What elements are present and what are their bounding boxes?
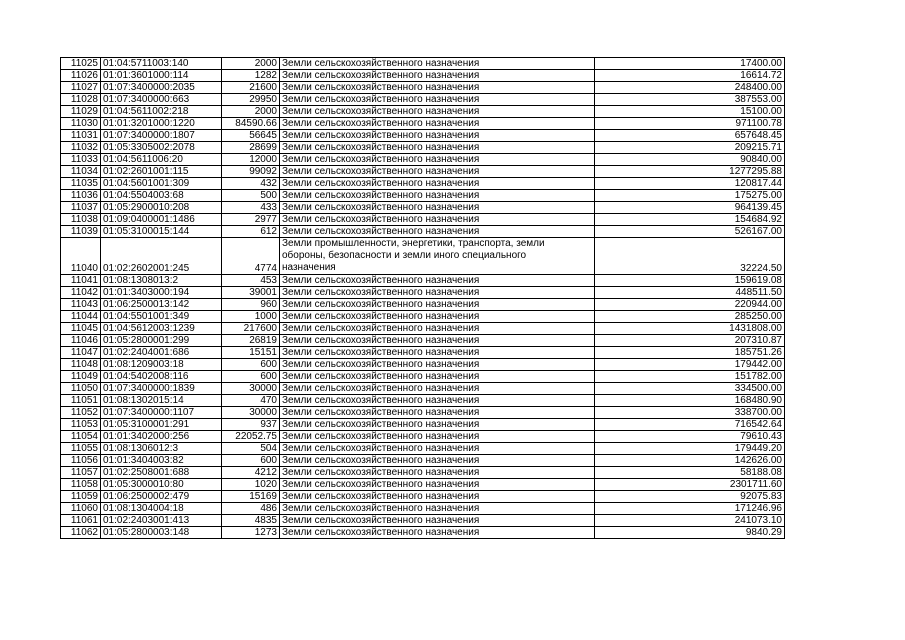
cadastral-number-cell: 01:08:1308013:2	[101, 275, 222, 287]
area-cell: 39001	[222, 287, 280, 299]
area-cell: 1020	[222, 479, 280, 491]
area-cell: 960	[222, 299, 280, 311]
row-number-cell: 11033	[61, 154, 101, 166]
table-row	[61, 238, 785, 275]
cadastral-value-cell: 154684.92	[595, 214, 785, 226]
cadastral-value-cell: 387553.00	[595, 94, 785, 106]
table-row	[61, 371, 785, 383]
cadastral-number-cell: 01:05:3305002:2078	[101, 142, 222, 154]
cadastral-number-cell: 01:05:2900010:208	[101, 202, 222, 214]
table-row	[61, 455, 785, 467]
area-cell: 4835	[222, 515, 280, 527]
area-cell: 84590.66	[222, 118, 280, 130]
land-category-cell: Земли сельскохозяйственного назначения	[280, 395, 595, 407]
cadastral-value-cell: 207310.87	[595, 335, 785, 347]
table-row	[61, 395, 785, 407]
table-row	[61, 154, 785, 166]
cadastral-number-cell: 01:02:2404001:686	[101, 347, 222, 359]
table-row	[61, 431, 785, 443]
row-number-cell: 11030	[61, 118, 101, 130]
row-number-cell: 11025	[61, 58, 101, 70]
land-category-cell: Земли сельскохозяйственного назначения	[280, 455, 595, 467]
cadastral-value-cell: 179449.20	[595, 443, 785, 455]
cadastral-value-cell: 142626.00	[595, 455, 785, 467]
row-number-cell: 11044	[61, 311, 101, 323]
table-row	[61, 70, 785, 82]
cadastral-value-cell: 526167.00	[595, 226, 785, 238]
area-cell: 453	[222, 275, 280, 287]
area-cell: 56645	[222, 130, 280, 142]
cadastral-number-cell: 01:07:3400000:1839	[101, 383, 222, 395]
row-number-cell: 11051	[61, 395, 101, 407]
cadastral-number-cell: 01:04:5711003:140	[101, 58, 222, 70]
table-row	[61, 287, 785, 299]
area-cell: 600	[222, 371, 280, 383]
cadastral-number-cell: 01:01:3404003:82	[101, 455, 222, 467]
cadastral-number-cell: 01:07:3400000:1107	[101, 407, 222, 419]
land-category-cell: Земли сельскохозяйственного назначения	[280, 419, 595, 431]
table-row	[61, 202, 785, 214]
cadastral-value-cell: 2301711.60	[595, 479, 785, 491]
land-category-cell: Земли сельскохозяйственного назначения	[280, 287, 595, 299]
row-number-cell: 11034	[61, 166, 101, 178]
land-category-cell: Земли сельскохозяйственного назначения	[280, 335, 595, 347]
cadastral-value-cell: 448511.50	[595, 287, 785, 299]
row-number-cell: 11036	[61, 190, 101, 202]
cadastral-value-cell: 17400.00	[595, 58, 785, 70]
row-number-cell: 11055	[61, 443, 101, 455]
table-row	[61, 166, 785, 178]
row-number-cell: 11043	[61, 299, 101, 311]
land-category-cell: Земли сельскохозяйственного назначения	[280, 82, 595, 94]
cadastral-value-cell: 338700.00	[595, 407, 785, 419]
land-category-cell: Земли сельскохозяйственного назначения	[280, 503, 595, 515]
table-row	[61, 178, 785, 190]
area-cell: 12000	[222, 154, 280, 166]
cadastral-value-cell: 1277295.88	[595, 166, 785, 178]
land-category-cell: Земли сельскохозяйственного назначения	[280, 142, 595, 154]
cadastral-value-cell: 175275.00	[595, 190, 785, 202]
table-row	[61, 419, 785, 431]
area-cell: 2977	[222, 214, 280, 226]
row-number-cell: 11048	[61, 359, 101, 371]
cadastral-number-cell: 01:04:5402008:116	[101, 371, 222, 383]
area-cell: 29950	[222, 94, 280, 106]
area-cell: 433	[222, 202, 280, 214]
table-row	[61, 527, 785, 539]
cadastral-number-cell: 01:02:2403001:413	[101, 515, 222, 527]
land-category-cell: Земли сельскохозяйственного назначения	[280, 178, 595, 190]
row-number-cell: 11031	[61, 130, 101, 142]
cadastral-number-cell: 01:01:3403000:194	[101, 287, 222, 299]
area-cell: 21600	[222, 82, 280, 94]
table-row	[61, 491, 785, 503]
table-row	[61, 130, 785, 142]
cadastral-value-cell: 92075.83	[595, 491, 785, 503]
table-row	[61, 226, 785, 238]
row-number-cell: 11032	[61, 142, 101, 154]
cadastral-number-cell: 01:05:3100001:291	[101, 419, 222, 431]
table-row	[61, 299, 785, 311]
land-category-cell: Земли сельскохозяйственного назначения	[280, 202, 595, 214]
cadastral-value-cell: 971100.78	[595, 118, 785, 130]
table-row	[61, 443, 785, 455]
land-category-cell: Земли сельскохозяйственного назначения	[280, 94, 595, 106]
land-category-cell: Земли сельскохозяйственного назначения	[280, 106, 595, 118]
cadastral-number-cell: 01:05:3000010:80	[101, 479, 222, 491]
table-row	[61, 335, 785, 347]
land-parcels-table	[60, 57, 785, 539]
row-number-cell: 11050	[61, 383, 101, 395]
row-number-cell: 11060	[61, 503, 101, 515]
cadastral-number-cell: 01:06:2500002:479	[101, 491, 222, 503]
land-category-cell: Земли сельскохозяйственного назначения	[280, 479, 595, 491]
land-category-cell: Земли сельскохозяйственного назначения	[280, 154, 595, 166]
cadastral-number-cell: 01:08:1306012:3	[101, 443, 222, 455]
row-number-cell: 11059	[61, 491, 101, 503]
land-category-cell: Земли сельскохозяйственного назначения	[280, 311, 595, 323]
row-number-cell: 11039	[61, 226, 101, 238]
area-cell: 99092	[222, 166, 280, 178]
cadastral-number-cell: 01:07:3400000:1807	[101, 130, 222, 142]
area-cell: 432	[222, 178, 280, 190]
row-number-cell: 11057	[61, 467, 101, 479]
row-number-cell: 11052	[61, 407, 101, 419]
row-number-cell: 11026	[61, 70, 101, 82]
row-number-cell: 11027	[61, 82, 101, 94]
cadastral-number-cell: 01:02:2602001:245	[101, 238, 222, 275]
row-number-cell: 11058	[61, 479, 101, 491]
cadastral-value-cell: 15100.00	[595, 106, 785, 118]
table-row	[61, 503, 785, 515]
land-category-cell: Земли сельскохозяйственного назначения	[280, 431, 595, 443]
cadastral-value-cell: 1431808.00	[595, 323, 785, 335]
land-category-cell: Земли сельскохозяйственного назначения	[280, 347, 595, 359]
land-category-cell: Земли сельскохозяйственного назначения	[280, 299, 595, 311]
cadastral-value-cell: 171246.96	[595, 503, 785, 515]
row-number-cell: 11062	[61, 527, 101, 539]
land-category-cell: Земли сельскохозяйственного назначения	[280, 190, 595, 202]
land-category-cell: Земли сельскохозяйственного назначения	[280, 527, 595, 539]
cadastral-number-cell: 01:05:2800001:299	[101, 335, 222, 347]
row-number-cell: 11042	[61, 287, 101, 299]
land-category-cell: Земли промышленности, энергетики, транспорта, земли обороны, безопасности и земли иного специального назначения	[280, 238, 595, 275]
table-row	[61, 479, 785, 491]
cadastral-number-cell: 01:04:5601001:309	[101, 178, 222, 190]
cadastral-number-cell: 01:08:1304004:18	[101, 503, 222, 515]
area-cell: 2000	[222, 106, 280, 118]
land-category-cell: Земли сельскохозяйственного назначения	[280, 407, 595, 419]
row-number-cell: 11035	[61, 178, 101, 190]
cadastral-value-cell: 716542.64	[595, 419, 785, 431]
row-number-cell: 11053	[61, 419, 101, 431]
cadastral-value-cell: 185751.26	[595, 347, 785, 359]
land-category-cell: Земли сельскохозяйственного назначения	[280, 371, 595, 383]
table-row	[61, 106, 785, 118]
row-number-cell: 11029	[61, 106, 101, 118]
land-category-cell: Земли сельскохозяйственного назначения	[280, 491, 595, 503]
area-cell: 1273	[222, 527, 280, 539]
land-category-cell: Земли сельскохозяйственного назначения	[280, 226, 595, 238]
cadastral-value-cell: 79610.43	[595, 431, 785, 443]
cadastral-value-cell: 248400.00	[595, 82, 785, 94]
cadastral-number-cell: 01:01:3201000:1220	[101, 118, 222, 130]
cadastral-number-cell: 01:06:2500013:142	[101, 299, 222, 311]
area-cell: 486	[222, 503, 280, 515]
area-cell: 612	[222, 226, 280, 238]
area-cell: 600	[222, 359, 280, 371]
area-cell: 15169	[222, 491, 280, 503]
cadastral-value-cell: 90840.00	[595, 154, 785, 166]
cadastral-value-cell: 16614.72	[595, 70, 785, 82]
area-cell: 217600	[222, 323, 280, 335]
land-category-cell: Земли сельскохозяйственного назначения	[280, 467, 595, 479]
area-cell: 504	[222, 443, 280, 455]
cadastral-number-cell: 01:04:5612003:1239	[101, 323, 222, 335]
table-row	[61, 347, 785, 359]
cadastral-number-cell: 01:01:3601000:114	[101, 70, 222, 82]
area-cell: 30000	[222, 383, 280, 395]
cadastral-value-cell: 9840.29	[595, 527, 785, 539]
land-category-cell: Земли сельскохозяйственного назначения	[280, 443, 595, 455]
cadastral-value-cell: 159619.08	[595, 275, 785, 287]
land-category-cell: Земли сельскохозяйственного назначения	[280, 383, 595, 395]
area-cell: 500	[222, 190, 280, 202]
area-cell: 28699	[222, 142, 280, 154]
land-category-cell: Земли сельскохозяйственного назначения	[280, 275, 595, 287]
table-row	[61, 118, 785, 130]
cadastral-number-cell: 01:04:5501001:349	[101, 311, 222, 323]
cadastral-value-cell: 209215.71	[595, 142, 785, 154]
table-row	[61, 515, 785, 527]
land-category-cell: Земли сельскохозяйственного назначения	[280, 359, 595, 371]
cadastral-value-cell: 120817.44	[595, 178, 785, 190]
cadastral-number-cell: 01:05:3100015:144	[101, 226, 222, 238]
area-cell: 2000	[222, 58, 280, 70]
cadastral-number-cell: 01:02:2601001:115	[101, 166, 222, 178]
land-category-cell: Земли сельскохозяйственного назначения	[280, 70, 595, 82]
cadastral-value-cell: 58188.08	[595, 467, 785, 479]
table-row	[61, 58, 785, 70]
cadastral-number-cell: 01:07:3400000:663	[101, 94, 222, 106]
cadastral-number-cell: 01:04:5504003:68	[101, 190, 222, 202]
area-cell: 1282	[222, 70, 280, 82]
area-cell: 937	[222, 419, 280, 431]
row-number-cell: 11061	[61, 515, 101, 527]
area-cell: 30000	[222, 407, 280, 419]
cadastral-number-cell: 01:04:5611002:218	[101, 106, 222, 118]
cadastral-number-cell: 01:08:1302015:14	[101, 395, 222, 407]
table-row	[61, 190, 785, 202]
row-number-cell: 11056	[61, 455, 101, 467]
table-row	[61, 142, 785, 154]
row-number-cell: 11047	[61, 347, 101, 359]
row-number-cell: 11028	[61, 94, 101, 106]
area-cell: 4212	[222, 467, 280, 479]
land-category-cell: Земли сельскохозяйственного назначения	[280, 214, 595, 226]
cadastral-number-cell: 01:04:5611006:20	[101, 154, 222, 166]
row-number-cell: 11041	[61, 275, 101, 287]
land-category-cell: Земли сельскохозяйственного назначения	[280, 118, 595, 130]
cadastral-number-cell: 01:02:2508001:688	[101, 467, 222, 479]
row-number-cell: 11040	[61, 238, 101, 275]
area-cell: 22052.75	[222, 431, 280, 443]
table-row	[61, 323, 785, 335]
row-number-cell: 11046	[61, 335, 101, 347]
cadastral-value-cell: 168480.90	[595, 395, 785, 407]
area-cell: 4774	[222, 238, 280, 275]
land-category-cell: Земли сельскохозяйственного назначения	[280, 58, 595, 70]
area-cell: 26819	[222, 335, 280, 347]
row-number-cell: 11049	[61, 371, 101, 383]
land-category-cell: Земли сельскохозяйственного назначения	[280, 166, 595, 178]
cadastral-value-cell: 334500.00	[595, 383, 785, 395]
land-category-cell: Земли сельскохозяйственного назначения	[280, 515, 595, 527]
table-row	[61, 383, 785, 395]
cadastral-number-cell: 01:08:1209003:18	[101, 359, 222, 371]
cadastral-value-cell: 964139.45	[595, 202, 785, 214]
cadastral-value-cell: 241073.10	[595, 515, 785, 527]
table-row	[61, 94, 785, 106]
area-cell: 600	[222, 455, 280, 467]
table-row	[61, 311, 785, 323]
row-number-cell: 11037	[61, 202, 101, 214]
table-body	[61, 58, 785, 539]
row-number-cell: 11045	[61, 323, 101, 335]
area-cell: 15151	[222, 347, 280, 359]
cadastral-number-cell: 01:01:3402000:256	[101, 431, 222, 443]
cadastral-value-cell: 32224.50	[595, 238, 785, 275]
table-row	[61, 82, 785, 94]
cadastral-value-cell: 285250.00	[595, 311, 785, 323]
land-category-cell: Земли сельскохозяйственного назначения	[280, 323, 595, 335]
row-number-cell: 11038	[61, 214, 101, 226]
land-category-cell: Земли сельскохозяйственного назначения	[280, 130, 595, 142]
cadastral-number-cell: 01:05:2800003:148	[101, 527, 222, 539]
cadastral-number-cell: 01:09:0400001:1486	[101, 214, 222, 226]
row-number-cell: 11054	[61, 431, 101, 443]
cadastral-value-cell: 179442.00	[595, 359, 785, 371]
cadastral-value-cell: 220944.00	[595, 299, 785, 311]
table-row	[61, 407, 785, 419]
table-row	[61, 467, 785, 479]
cadastral-number-cell: 01:07:3400000:2035	[101, 82, 222, 94]
cadastral-value-cell: 657648.45	[595, 130, 785, 142]
area-cell: 1000	[222, 311, 280, 323]
cadastral-value-cell: 151782.00	[595, 371, 785, 383]
table-row	[61, 214, 785, 226]
table-row	[61, 359, 785, 371]
area-cell: 470	[222, 395, 280, 407]
table-row	[61, 275, 785, 287]
